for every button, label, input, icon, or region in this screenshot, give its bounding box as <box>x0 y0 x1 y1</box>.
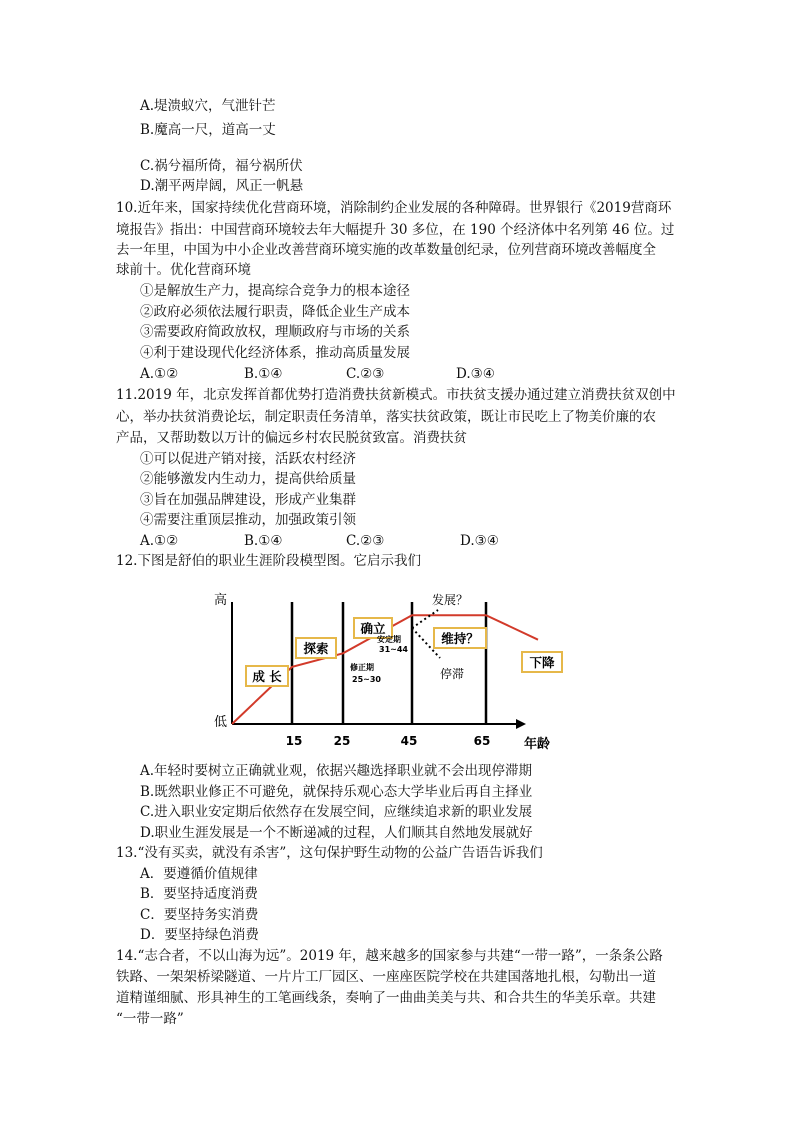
q11-stem-line: 产品，又帮助数以万计的偏远乡村农民脱贫致富。消费扶贫 <box>116 430 467 446</box>
develop-annotation: 发展？ <box>432 593 469 607</box>
q9-option-c: C.祸兮福所倚，福兮祸所伏 <box>140 158 303 174</box>
q10-choice-c: C.②③ <box>346 366 385 382</box>
q9-option-a: A.堤溃蚁穴，气泄针芒 <box>140 98 276 114</box>
q11-choice-c: C.②③ <box>346 533 385 549</box>
q13-option-c: C．要坚持务实消费 <box>140 907 259 923</box>
q10-stem-line: 境报告》指出：中国营商环境较去年大幅提升 30 多位，在 190 个经济体中名列第 46 位。过 <box>116 222 675 238</box>
q10-stem-line: 去一年里，中国为中小企业改善营商环境实施的改革数量创纪录，位列营商环境改善幅度全 <box>116 242 656 258</box>
stage-label-maintain: 维持？ <box>441 631 479 646</box>
q13-option-a: A．要遵循价值规律 <box>140 866 258 882</box>
q9-option-d: D.潮平两岸阔，风正一帆悬 <box>140 178 304 194</box>
stage-label-explore: 探索 <box>303 641 329 656</box>
q11-choice-b: B.①④ <box>244 533 283 549</box>
correction-period-range: 25~30 <box>352 675 381 684</box>
q12-stem: 12.下图是舒伯的职业生涯阶段模型图。它启示我们 <box>116 553 421 569</box>
stage-label-decline: 下降 <box>529 655 555 670</box>
develop-branch-line <box>412 610 438 628</box>
q10-item: ①是解放生产力，提高综合竞争力的根本途径 <box>140 283 410 299</box>
x-tick-label: 65 <box>473 734 491 748</box>
x-axis-label: 年龄 <box>524 737 551 752</box>
q14-stem-line: 14.“志合者，不以山海为远”。2019 年，越来越多的国家参与共建“一带一路”，一条条公路 <box>116 948 663 964</box>
career-stage-chart <box>208 580 568 752</box>
x-tick-label: 15 <box>285 734 303 748</box>
stagnate-annotation: 停滞 <box>440 667 465 681</box>
q10-choice-a: A.①② <box>140 366 179 382</box>
q10-stem-line: 球前十。优化营商环境 <box>116 262 251 278</box>
x-tick-label: 25 <box>333 734 351 748</box>
q12-option-d: D.职业生涯发展是一个不断递减的过程，人们顺其自然地发展就好 <box>140 825 533 841</box>
q10-item: ②政府必须依法履行职责，降低企业生产成本 <box>140 304 410 320</box>
q10-item: ③需要政府简政放权，理顺政府与市场的关系 <box>140 324 410 340</box>
stable-period-range: 31~44 <box>379 645 408 654</box>
q11-choice-a: A.①② <box>140 533 179 549</box>
q13-stem: 13.“没有买卖，就没有杀害”，这句保护野生动物的公益广告语告诉我们 <box>116 845 543 861</box>
q14-stem-line: 铁路、一架架桥梁隧道、一片片工厂园区、一座座医院学校在共建国落地扎根，勾勒出一道 <box>116 969 656 985</box>
q11-item: ③旨在加强品牌建设，形成产业集群 <box>140 492 356 508</box>
q12-option-a: A.年轻时要树立正确就业观，依据兴趣选择职业就不会出现停滞期 <box>140 763 533 779</box>
q11-item: ②能够激发内生动力，提高供给质量 <box>140 471 356 487</box>
correction-period-label: 修正期 <box>350 663 374 672</box>
q13-option-b: B．要坚持适度消费 <box>140 886 258 902</box>
q10-stem-line: 10.近年来，国家持续优化营商环境，消除制约企业发展的各种障碍。世界银行《2019营商环 <box>116 200 672 216</box>
q12-option-c: C.进入职业安定期后依然存在发展空间，应继续追求新的职业发展 <box>140 804 533 820</box>
stable-period-label: 安定期 <box>377 635 401 644</box>
q10-choice-d: D.③④ <box>456 366 495 382</box>
q11-choice-d: D.③④ <box>460 533 499 549</box>
q11-item: ①可以促进产销对接，活跃农村经济 <box>140 451 356 467</box>
q9-option-b: B.魔高一尺，道高一丈 <box>140 122 276 138</box>
q10-choice-b: B.①④ <box>244 366 283 382</box>
y-axis-high-label: 高 <box>214 593 228 608</box>
q11-stem-line: 心，举办扶贫消费论坛，制定职责任务清单，落实扶贫政策，既让市民吃上了物美价廉的农 <box>116 409 656 425</box>
y-axis-low-label: 低 <box>214 715 228 730</box>
q11-item: ④需要注重顶层推动，加强政策引领 <box>140 512 356 528</box>
q11-stem-line: 11.2019 年，北京发挥首都优势打造消费扶贫新模式。市扶贫支援办通过建立消费扶贫双创中 <box>116 387 676 403</box>
q14-stem-line: “一带一路” <box>116 1011 184 1027</box>
q10-item: ④利于建设现代化经济体系，推动高质量发展 <box>140 345 410 361</box>
x-tick-label: 45 <box>400 734 418 748</box>
x-axis-arrow-icon <box>516 719 526 729</box>
q12-option-b: B.既然职业修正不可避免，就保持乐观心态大学毕业后再自主择业 <box>140 784 533 800</box>
stage-label-growth: 成 长 <box>252 669 282 684</box>
stage-label-establish: 确立 <box>360 621 386 636</box>
q13-option-d: D．要坚持绿色消费 <box>140 927 259 943</box>
q14-stem-line: 道精谨细腻、形具神生的工笔画线条，奏响了一曲曲美美与共、和合共生的华美乐章。共建 <box>116 990 656 1006</box>
